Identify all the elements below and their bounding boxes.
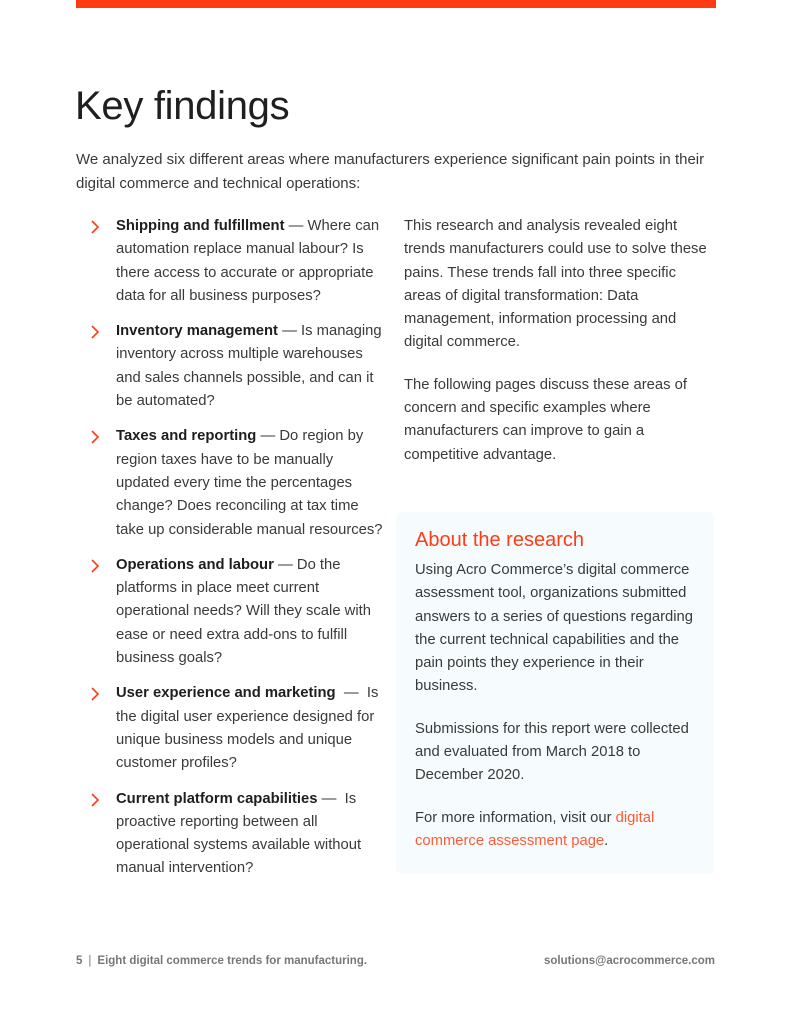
about-research-box bbox=[396, 512, 714, 874]
more-info-paragraph bbox=[415, 807, 696, 854]
finding-text: Is the digital user experience designed for unique business models and unique customer profiles? bbox=[116, 685, 379, 772]
finding-shipping-fulfillment bbox=[90, 215, 390, 308]
footer-left bbox=[76, 955, 367, 967]
finding-dash: — bbox=[335, 685, 367, 702]
trends-paragraph: This research and analysis revealed eight trends manufacturers could use to solve these pains. These trends fall into three specific areas of digital transformation: Data management, information processing and digital commerce. bbox=[404, 218, 707, 351]
page-title: Key findings bbox=[75, 84, 290, 128]
submissions-paragraph: Submissions for this report were collected and evaluated from March 2018 to December 2020. bbox=[415, 720, 689, 784]
finding-title: Shipping and fulfillment bbox=[116, 218, 285, 234]
finding-title: Inventory management bbox=[116, 323, 278, 340]
finding-operations-labour bbox=[90, 554, 390, 670]
finding-current-platform-capabilities bbox=[90, 788, 390, 881]
finding-user-experience-marketing bbox=[90, 682, 390, 775]
finding-dash: — bbox=[284, 218, 308, 234]
finding-text: Do region by region taxes have to be manually updated every time the percentages change? Does reconciling at tax time take up considerable manual resources? bbox=[116, 428, 383, 538]
right-column bbox=[404, 215, 716, 486]
chevron-right-icon bbox=[90, 687, 104, 701]
finding-text: Do the platforms in place meet current operational needs? Will they scale with ease or need extra add-ons to fulfill business goals? bbox=[116, 556, 371, 667]
footer-email[interactable]: solutions@acrocommerce.com bbox=[544, 955, 715, 967]
finding-text: Is proactive reporting between all operational systems available without manual intervention? bbox=[116, 790, 362, 877]
footer-separator: | bbox=[88, 955, 92, 967]
finding-title: User experience and marketing bbox=[116, 685, 336, 702]
about-heading: About the research bbox=[415, 529, 584, 551]
finding-taxes-reporting bbox=[90, 425, 390, 541]
following-pages-paragraph: The following pages discuss these areas of concern and specific examples where manufacturers can improve to gain a competitive advantage. bbox=[404, 376, 687, 463]
finding-dash: — bbox=[273, 556, 297, 573]
more-info-suffix: . bbox=[604, 832, 609, 849]
finding-text: Is managing inventory across multiple warehouses and sales channels possible, and can it be automated? bbox=[116, 323, 382, 410]
chevron-right-icon bbox=[90, 325, 104, 339]
chevron-right-icon bbox=[90, 220, 104, 234]
more-info-prefix: For more information, visit our bbox=[415, 809, 616, 826]
finding-dash: — bbox=[278, 323, 302, 340]
findings-list bbox=[90, 215, 390, 893]
chevron-right-icon bbox=[90, 559, 104, 573]
document-title: Eight digital commerce trends for manufacturing. bbox=[97, 955, 368, 967]
chevron-right-icon bbox=[90, 793, 104, 807]
page-number: 5 bbox=[76, 955, 83, 967]
about-paragraph: Using Acro Commerce’s digital commerce assessment tool, organizations submitted answers to a series of questions regarding the current technical capabilities and the pain points they experience in their business. bbox=[415, 562, 694, 695]
top-accent-bar bbox=[76, 0, 716, 8]
finding-title: Taxes and reporting bbox=[116, 428, 257, 445]
finding-dash: — bbox=[256, 428, 280, 445]
intro-paragraph: We analyzed six different areas where manufacturers experience significant pain points in their digital commerce and technical operations: bbox=[76, 151, 705, 192]
finding-title: Operations and labour bbox=[116, 556, 274, 573]
finding-inventory-management bbox=[90, 320, 390, 413]
chevron-right-icon bbox=[90, 430, 104, 444]
assessment-page-link[interactable]: digital commerce assessment page bbox=[415, 809, 655, 849]
finding-dash: — bbox=[317, 790, 345, 807]
finding-title: Current platform capabilities bbox=[116, 790, 318, 807]
finding-text: Where can automation replace manual labour? Is there access to accurate or appropriate data for all business purposes? bbox=[116, 218, 380, 304]
